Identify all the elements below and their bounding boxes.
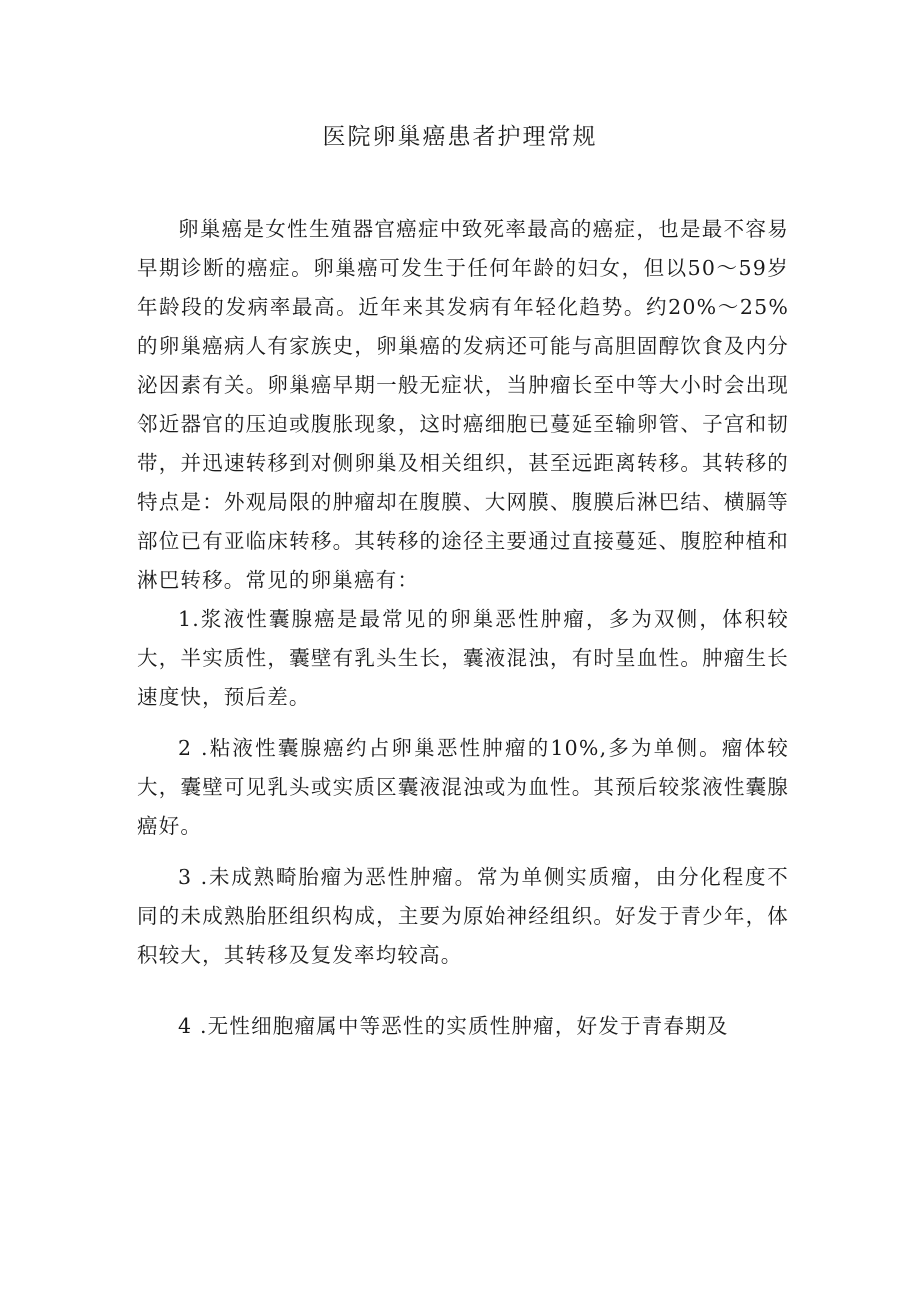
paragraph-intro: 卵巢癌是女性生殖器官癌症中致死率最高的癌症，也是最不容易早期诊断的癌症。卵巢癌可发生于任何年龄的妇女，但以50～59岁年龄段的发病率最高。近年来其发病有年轻化趋势。约20%～25%的卵巢癌病人有家族史，卵巢癌的发病还可能与高胆固醇饮食及内分泌因素有关。卵巢癌早期一般无症状，当肿瘤长至中等大小时会出现邻近器官的压迫或腹胀现象，这时癌细胞已蔓延至输卵管、子宫和韧带，并迅速转移到对侧卵巢及相关组织，甚至远距离转移。其转移的特点是：外观局限的肿瘤却在腹膜、大网膜、腹膜后淋巴结、横膈等部位已有亚临床转移。其转移的途径主要通过直接蔓延、腹腔种植和淋巴转移。常见的卵巢癌有：	[137, 217, 789, 592]
paragraph-item-3: 3 .未成熟畸胎瘤为恶性肿瘤。常为单侧实质瘤，由分化程度不同的未成熟胎胚组织构成，主要为原始神经组织。好发于青少年，体积较大，其转移及复发率均较高。	[137, 865, 789, 967]
document-body	[137, 210, 789, 1046]
paragraph-item-2: 2 .粘液性囊腺癌约占卵巢恶性肿瘤的10%,多为单侧。瘤体较大，囊壁可见乳头或实质区囊液混浊或为血性。其预后较浆液性囊腺癌好。	[137, 736, 789, 838]
document-title: 医院卵巢癌患者护理常规	[322, 124, 598, 150]
paragraph-item-4: 4 .无性细胞瘤属中等恶性的实质性肿瘤，好发于青春期及	[178, 1014, 729, 1038]
paragraph-item-1: 1.浆液性囊腺癌是最常见的卵巢恶性肿瘤，多为双侧，体积较大，半实质性，囊壁有乳头生长，囊液混浊，有时呈血性。肿瘤生长速度快，预后差。	[137, 607, 789, 709]
